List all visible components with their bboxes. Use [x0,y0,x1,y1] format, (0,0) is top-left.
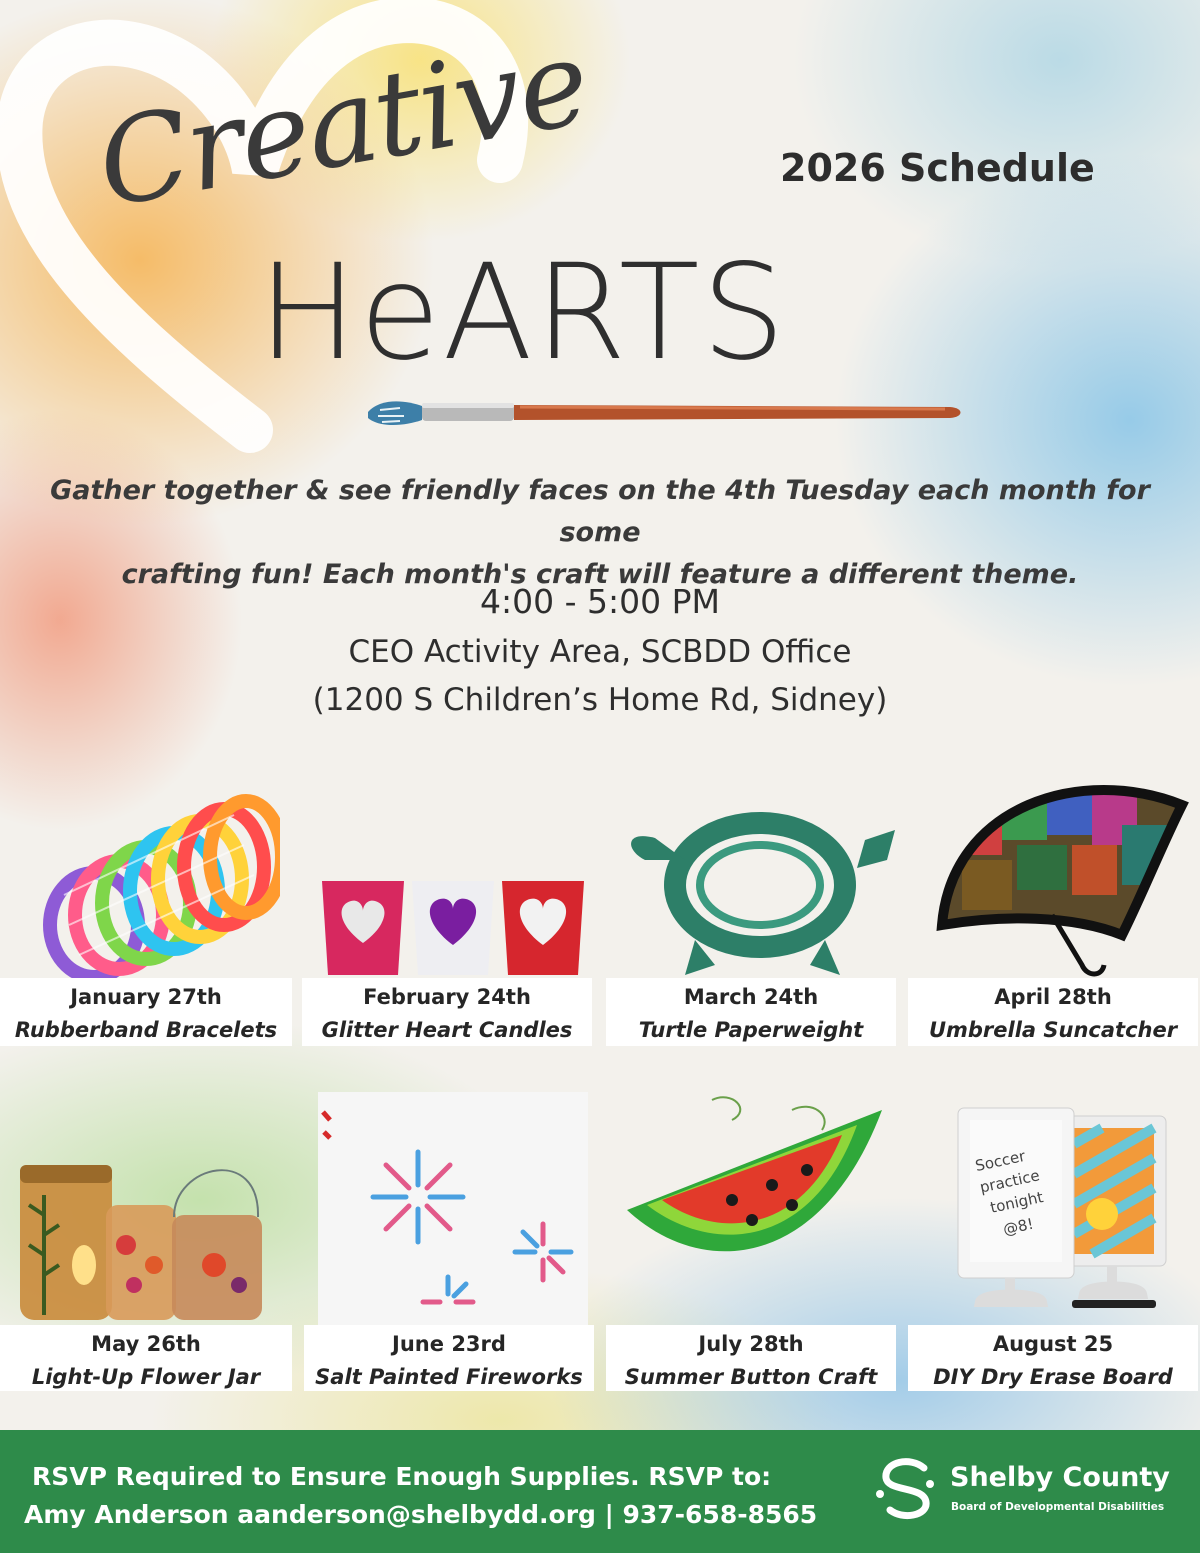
whiteboard-note-line-3: tonight [988,1188,1045,1217]
event-date: April 28th [994,985,1112,1009]
event-time: 4:00 - 5:00 PM [480,582,720,621]
rsvp-contact[interactable]: Amy Anderson aanderson@shelbydd.org | 937-658-8565 [24,1500,818,1529]
whiteboard-note-line-2: practice [978,1166,1042,1197]
event-craft: DIY Dry Erase Board [933,1365,1173,1389]
event-location: CEO Activity Area, SCBDD Office [348,634,852,670]
rsvp-info [24,1458,817,1534]
umbrella-suncatcher-image [932,765,1194,980]
schedule-heading: 2026 Schedule [780,146,1095,190]
event-card-june [304,1325,594,1391]
event-card-january [0,978,292,1046]
intro-line-1: Gather together & see friendly faces on the 4th Tuesday each month for some [50,475,1150,548]
summer-button-craft-image [622,1090,894,1290]
rubberband-bracelets-image [24,775,280,980]
event-card-may [0,1325,292,1391]
event-card-august [908,1325,1198,1391]
title-hearts: HeARTS [258,236,788,390]
whiteboard-note-line-4: @8! [1001,1214,1036,1239]
light-up-flower-jar-image [14,1145,298,1325]
event-date: February 24th [363,985,531,1009]
event-card-march [606,978,896,1046]
dry-erase-board-image [952,1104,1172,1324]
event-card-february [302,978,592,1046]
rsvp-line-1: RSVP Required to Ensure Enough Supplies. RSVP to: [32,1462,772,1491]
event-craft: Rubberband Bracelets [14,1018,278,1042]
event-address: (1200 S Children’s Home Rd, Sidney) [312,682,888,718]
title-creative: Creative [88,12,598,234]
event-craft: Light-Up Flower Jar [31,1365,261,1389]
paintbrush-icon [360,390,970,440]
shelby-county-logo-icon [874,1454,944,1524]
event-card-july [606,1325,896,1391]
event-craft: Summer Button Craft [624,1365,878,1389]
event-craft: Umbrella Suncatcher [928,1018,1178,1042]
event-date: March 24th [683,985,819,1009]
event-craft: Turtle Paperweight [638,1018,864,1042]
salt-painted-fireworks-image [318,1092,588,1325]
event-date: January 27th [70,985,222,1009]
turtle-paperweight-image [625,790,895,980]
event-craft: Salt Painted Fireworks [315,1365,583,1389]
event-card-april [908,978,1198,1046]
intro-text [20,470,1180,596]
glitter-heart-candles-image [318,875,590,980]
event-date: May 26th [91,1332,201,1356]
event-date: July 28th [698,1332,804,1356]
event-craft: Glitter Heart Candles [321,1018,573,1042]
whiteboard-note-line-1: Soccer [973,1146,1027,1176]
org-name: Shelby County [950,1462,1170,1493]
event-date: June 23rd [392,1332,506,1356]
event-date: August 25 [992,1332,1114,1356]
org-subtitle: Board of Developmental Disabilities [951,1501,1165,1513]
intro-line-2: crafting fun! Each month's craft will feature a different theme. [121,559,1079,590]
